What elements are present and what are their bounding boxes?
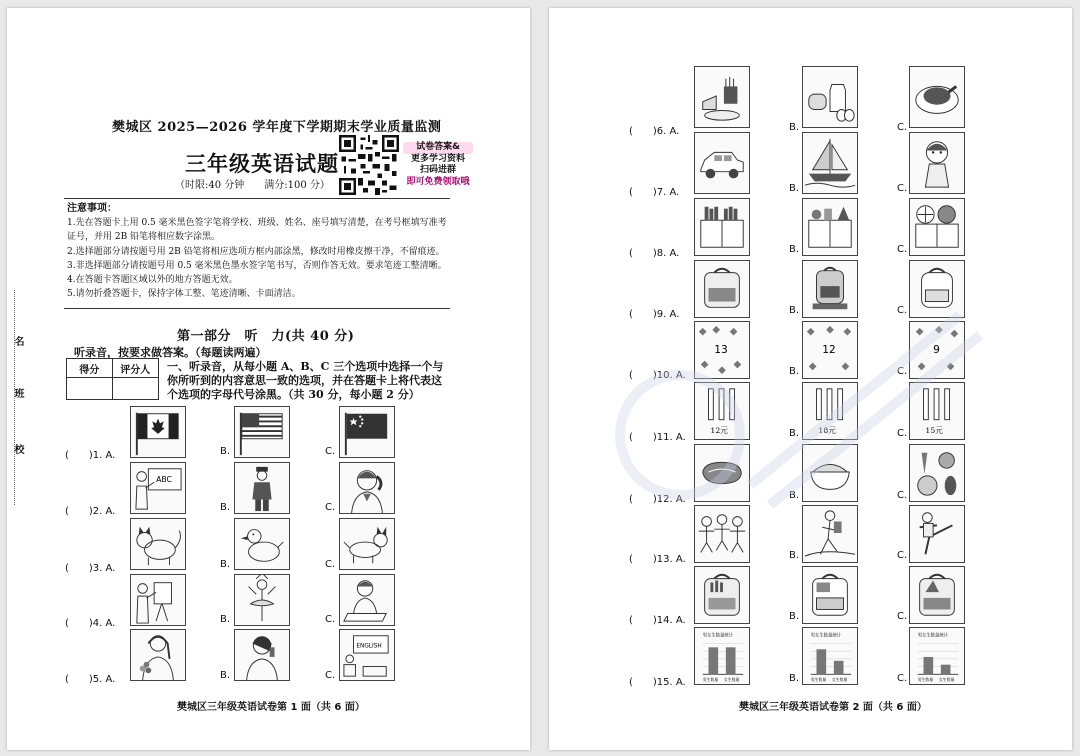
score-cell [67, 378, 113, 399]
option-c-label: C. [325, 559, 336, 570]
promo-line: 即可免费领取哦 [406, 176, 470, 187]
page-footer: 樊城区三年级英语试卷第 2 面（共 6 面） [739, 702, 927, 713]
ballet-dancer-image [234, 574, 290, 626]
student-girl-image [339, 462, 395, 514]
side-label-class: 班 [12, 388, 23, 398]
school-bag-a-image [694, 566, 750, 624]
chart-title: 男女生数量统计 [917, 633, 949, 639]
option-c-label: C. [325, 502, 336, 513]
score-header: 得分 [67, 359, 113, 378]
section-instruction: 一、听录音，从每小题 A、B、C 三个选项中选择一个与你所听到的内容意思一致的选项，并在答题卡上将代表这个选项的字母代号涂黑。（共 30 分，每小题 2 分） [167, 360, 444, 401]
backpack-a-image [694, 260, 750, 318]
option-b-label: B. [789, 490, 800, 501]
notice-title: 注意事项： [67, 203, 117, 214]
cabinet-balls-image [909, 198, 965, 256]
question-label: ( )4. A. [65, 618, 116, 629]
question-label: ( )5. A. [65, 674, 116, 685]
chart-xlabel: 男生数量 [702, 677, 719, 683]
hiking-man-image [802, 505, 858, 563]
option-b-label: B. [220, 502, 231, 513]
grader-header: 评分人 [113, 359, 159, 378]
side-label-school: 校 [12, 444, 23, 454]
pens-12-yuan-image [694, 382, 750, 440]
option-c-label: C. [897, 490, 908, 501]
notice-item: 5.请勿折叠答题卡，保持字体工整、笔迹清晰、卡面清洁。 [67, 289, 301, 300]
chart-xlabel: 女生数量 [831, 677, 848, 683]
backpack-b-image [802, 260, 858, 318]
police-officer-image [234, 462, 290, 514]
bar-chart-c-image [909, 627, 965, 685]
question-label: ( )1. A. [65, 450, 116, 461]
dog-image [339, 518, 395, 570]
chart-title: 男女生数量统计 [810, 633, 842, 639]
painting-image [130, 574, 186, 626]
chart-xlabel: 女生数量 [938, 677, 955, 683]
page-footer: 樊城区三年级英语试卷第 1 面（共 6 面） [177, 702, 365, 713]
bread-milk-eggs-image [802, 66, 858, 128]
option-c-label: C. [325, 614, 336, 625]
chart-title: 男女生数量统计 [702, 633, 734, 639]
promo-line: 更多学习资料 [410, 153, 465, 164]
question-label: ( )7. A. [629, 187, 680, 198]
divider [64, 308, 450, 309]
kites-9-image [909, 321, 965, 379]
option-c-label: C. [897, 428, 908, 439]
promo-line: 试卷答案& [403, 142, 473, 154]
exam-time-info: （时限:40 分钟 满分:100 分） [175, 180, 330, 191]
duck-image [234, 518, 290, 570]
writing-girl-image [339, 574, 395, 626]
kites-13-image [694, 321, 750, 379]
teacher-image [130, 462, 186, 514]
kite-count: 12 [822, 343, 836, 356]
notice-item: 2.选择题部分请按题号用 2B 铅笔将相应选项方框内部涂黑，修改时用橡皮擦干净，不留痕迹。 [67, 246, 445, 257]
promo-text [403, 142, 473, 188]
price-text: 18元 [818, 426, 836, 436]
bar-chart-b-image [802, 627, 858, 685]
kung-fu-kick-image [909, 505, 965, 563]
qr-code-icon [339, 135, 399, 195]
flowers-girl-image [130, 629, 186, 681]
option-c-label: C. [897, 183, 908, 194]
divider [64, 198, 450, 199]
question-label: ( )9. A. [629, 309, 680, 320]
car-image [694, 132, 750, 194]
chart-xlabel: 男生数量 [917, 677, 934, 683]
promo-line: 扫码进群 [419, 165, 456, 175]
question-label: ( )12. A. [629, 494, 686, 505]
exam-page-2 [549, 8, 1072, 750]
english-text: ENGLISH [356, 643, 382, 650]
side-label-name: 名 [12, 336, 23, 346]
vegetables-image [909, 444, 965, 502]
option-b-label: B. [789, 183, 800, 194]
question-label: ( )15. A. [629, 677, 686, 688]
school-bag-c-image [909, 566, 965, 624]
exam-page-1 [7, 8, 530, 750]
option-b-label: B. [220, 446, 231, 457]
option-b-label: B. [789, 366, 800, 377]
question-label: ( )3. A. [65, 563, 116, 574]
option-c-label: C. [897, 305, 908, 316]
exam-header-title: 樊城区 2025—2026 学年度下学期期末学业质量监测 [112, 120, 442, 135]
notice-item: 1.先在答题卡上用 0.5 毫米黑色签字笔将学校、班级、姓名、座号填写清楚，在考号框填写准考证号，并用 2B 铅笔将相应数字涂黑。 [67, 218, 447, 243]
option-b-label: B. [789, 305, 800, 316]
doll-image [909, 132, 965, 194]
kids-dancing-image [694, 505, 750, 563]
grader-cell [113, 378, 159, 399]
question-label: ( )8. A. [629, 248, 680, 259]
option-c-label: C. [325, 446, 336, 457]
question-label: ( )10. A. [629, 370, 686, 381]
meat-image [694, 444, 750, 502]
price-text: 15元 [925, 426, 943, 436]
option-b-label: B. [789, 550, 800, 561]
china-flag-image [339, 406, 395, 458]
cabinet-books-image [694, 198, 750, 256]
option-b-label: B. [789, 428, 800, 439]
notice-item: 4.在答题卡答题区域以外的地方答题无效。 [67, 275, 238, 286]
question-label: ( )2. A. [65, 506, 116, 517]
listening-instruction: 听录音，按要求做答案。（每题读两遍） [74, 346, 267, 359]
option-c-label: C. [897, 550, 908, 561]
cat-image [130, 518, 186, 570]
price-text: 12元 [710, 426, 728, 436]
pens-18-yuan-image [802, 382, 858, 440]
english-class-image [339, 629, 395, 681]
usa-flag-image [234, 406, 290, 458]
notice-section [67, 202, 449, 301]
score-box [66, 358, 159, 400]
option-c-label: C. [897, 366, 908, 377]
cake-fries-bread-image [694, 66, 750, 128]
bar-chart-a-image [694, 627, 750, 685]
option-b-label: B. [789, 673, 800, 684]
option-c-label: C. [897, 611, 908, 622]
question-label: ( )14. A. [629, 615, 686, 626]
part-title: 第一部分 听 力(共 40 分) [177, 329, 355, 344]
question-label: ( )13. A. [629, 554, 686, 565]
option-c-label: C. [897, 673, 908, 684]
kite-count: 9 [933, 343, 940, 356]
option-b-label: B. [220, 559, 231, 570]
exam-title: 三年级英语试题 [185, 151, 339, 176]
kite-count: 13 [714, 343, 728, 356]
option-b-label: B. [789, 611, 800, 622]
school-bag-b-image [802, 566, 858, 624]
option-b-label: B. [220, 614, 231, 625]
kites-12-image [802, 321, 858, 379]
canada-flag-image [130, 406, 186, 458]
rice-bowl-image [802, 444, 858, 502]
roast-chicken-image [909, 66, 965, 128]
option-b-label: B. [220, 670, 231, 681]
backpack-c-image [909, 260, 965, 318]
option-c-label: C. [325, 670, 336, 681]
question-label: ( )11. A. [629, 432, 686, 443]
option-b-label: B. [789, 122, 800, 133]
eating-girl-image [234, 629, 290, 681]
option-c-label: C. [897, 244, 908, 255]
notice-item: 3.非选择题部分请按题号用 0.5 毫米黑色墨水签字笔书写，否则作答无效。要求笔迹工整清晰。 [67, 260, 447, 271]
binding-line [14, 290, 15, 505]
abc-text: ABC [156, 475, 172, 485]
question-label: ( )6. A. [629, 126, 680, 137]
chart-xlabel: 男生数量 [810, 677, 827, 683]
chart-xlabel: 女生数量 [723, 677, 740, 683]
option-b-label: B. [789, 244, 800, 255]
boat-image [802, 132, 858, 194]
cabinet-toys-image [802, 198, 858, 256]
pens-15-yuan-image [909, 382, 965, 440]
option-c-label: C. [897, 122, 908, 133]
